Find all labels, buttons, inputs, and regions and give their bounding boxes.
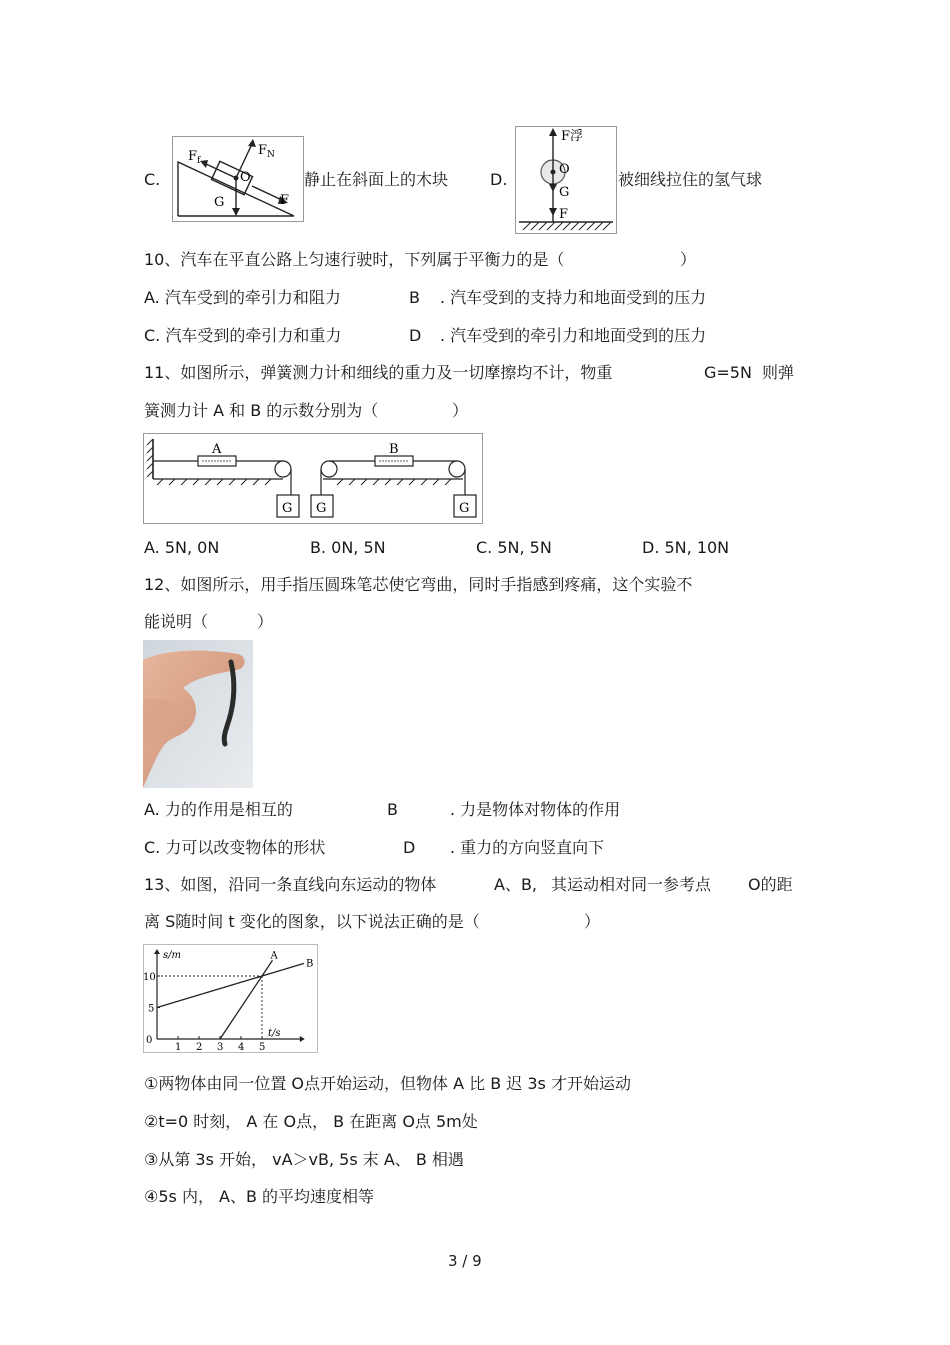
q12-option-d-label: D: [403, 838, 416, 857]
page-number: 3 / 9: [448, 1252, 482, 1270]
distance-time-chart: [143, 944, 318, 1053]
q12-line2: 能说明（: [144, 612, 209, 631]
q10-option-c: C. 汽车受到的牵引力和重力: [144, 326, 342, 345]
option-d-text: 被细线拉住的氢气球: [618, 170, 763, 189]
spring-scale-figure: [143, 433, 483, 524]
option-c-text: 静止在斜面上的木块: [304, 170, 449, 189]
series-label-B: B: [306, 958, 314, 970]
y-tick-label: 5: [148, 1003, 155, 1015]
weight-g-1: G: [282, 501, 293, 516]
q11-option-b: B. 0N, 5N: [310, 538, 386, 557]
x-tick-label: 3: [217, 1042, 224, 1053]
q12-option-d: . 重力的方向竖直向下: [450, 838, 605, 857]
q11-line1-weight: G=5N: [704, 363, 752, 382]
series-line-B: [157, 963, 304, 1007]
balloon-center-label: O: [559, 162, 570, 177]
q11-option-d: D. 5N, 10N: [642, 538, 730, 557]
q12-paren-close: ）: [257, 612, 274, 631]
statement-4: ④5s 内， A、B 的平均速度相等: [144, 1187, 375, 1206]
center-o-label: O: [240, 170, 251, 185]
q13-line1-mid: 其运动相对同一参考点: [551, 875, 712, 894]
buoyancy-label: F浮: [561, 129, 584, 144]
y-axis-label: s/m: [163, 949, 181, 961]
finger-pen-photo: [143, 640, 253, 788]
balloon-figure: [515, 126, 617, 234]
q10-option-a: A. 汽车受到的牵引力和阻力: [144, 288, 341, 307]
incline-block-figure: [172, 136, 304, 222]
q12-line1: 12、如图所示，用手指压圆珠笔芯使它弯曲，同时手指感到疼痛，这个实验不: [144, 575, 693, 594]
y-axis-arrow: [154, 949, 160, 954]
q10-option-b: . 汽车受到的支持力和地面受到的压力: [440, 288, 707, 307]
series-line-A: [220, 960, 273, 1039]
q12-option-b: . 力是物体对物体的作用: [450, 800, 621, 819]
q13-line1-objects: A、B,: [494, 875, 538, 894]
q10-option-b-label: B: [409, 288, 420, 307]
balloon-gravity-label: G: [559, 185, 570, 200]
q10-paren-close: ）: [680, 250, 697, 269]
scale-b-label: B: [389, 442, 399, 457]
origin-label: 0: [146, 1035, 153, 1046]
tension-label: F: [559, 207, 569, 222]
friction-label: $F_f$: [188, 149, 201, 166]
q11-line1-end: 则弹: [762, 363, 795, 382]
q13-line2: 离 S随时间 t 变化的图象，以下说法正确的是（: [144, 912, 480, 931]
q11-line1: 11、如图所示，弹簧测力计和细线的重力及一切摩擦均不计，物重: [144, 363, 613, 382]
series-label-A: A: [270, 950, 278, 962]
q13-paren-close: ）: [584, 912, 601, 931]
weight-g-2: G: [316, 501, 327, 516]
q12-option-b-label: B: [387, 800, 398, 819]
q13-line1-end: O的距: [748, 875, 793, 894]
q11-paren-close: ）: [452, 401, 469, 420]
force-f-label: F: [280, 193, 290, 208]
q10-option-d: . 汽车受到的牵引力和地面受到的压力: [440, 326, 707, 345]
weight-g-3: G: [459, 501, 470, 516]
y-tick-label: 10: [143, 972, 156, 983]
x-tick-label: 5: [259, 1042, 266, 1053]
x-tick-label: 4: [238, 1042, 245, 1053]
x-tick-label: 1: [175, 1042, 182, 1053]
statement-2: ②t=0 时刻， A 在 O点， B 在距离 O点 5m处: [144, 1112, 478, 1131]
x-tick-label: 2: [196, 1042, 203, 1053]
q12-option-a: A. 力的作用是相互的: [144, 800, 293, 819]
x-axis-arrow: [300, 1036, 305, 1042]
q10-option-d-label: D: [409, 326, 422, 345]
gravity-label: G: [214, 195, 225, 210]
option-d-label: D.: [490, 170, 508, 189]
option-c-label: C.: [144, 170, 161, 189]
statement-1: ①两物体由同一位置 O点开始运动，但物体 A 比 B 迟 3s 才开始运动: [144, 1074, 631, 1093]
q11-option-c: C. 5N, 5N: [476, 538, 552, 557]
q10-stem: 10、汽车在平直公路上匀速行驶时，下列属于平衡力的是（: [144, 250, 565, 269]
scale-a-label: A: [212, 442, 222, 457]
q12-option-c: C. 力可以改变物体的形状: [144, 838, 326, 857]
normal-force-label: $F_N$: [258, 143, 275, 160]
q11-option-a: A. 5N, 0N: [144, 538, 220, 557]
q13-line1: 13、如图，沿同一条直线向东运动的物体: [144, 875, 437, 894]
statement-3: ③从第 3s 开始， vA＞vB, 5s 末 A、 B 相遇: [144, 1150, 464, 1169]
x-axis-label: t/s: [268, 1028, 281, 1039]
q11-line2: 簧测力计 A 和 B 的示数分别为（: [144, 401, 379, 420]
